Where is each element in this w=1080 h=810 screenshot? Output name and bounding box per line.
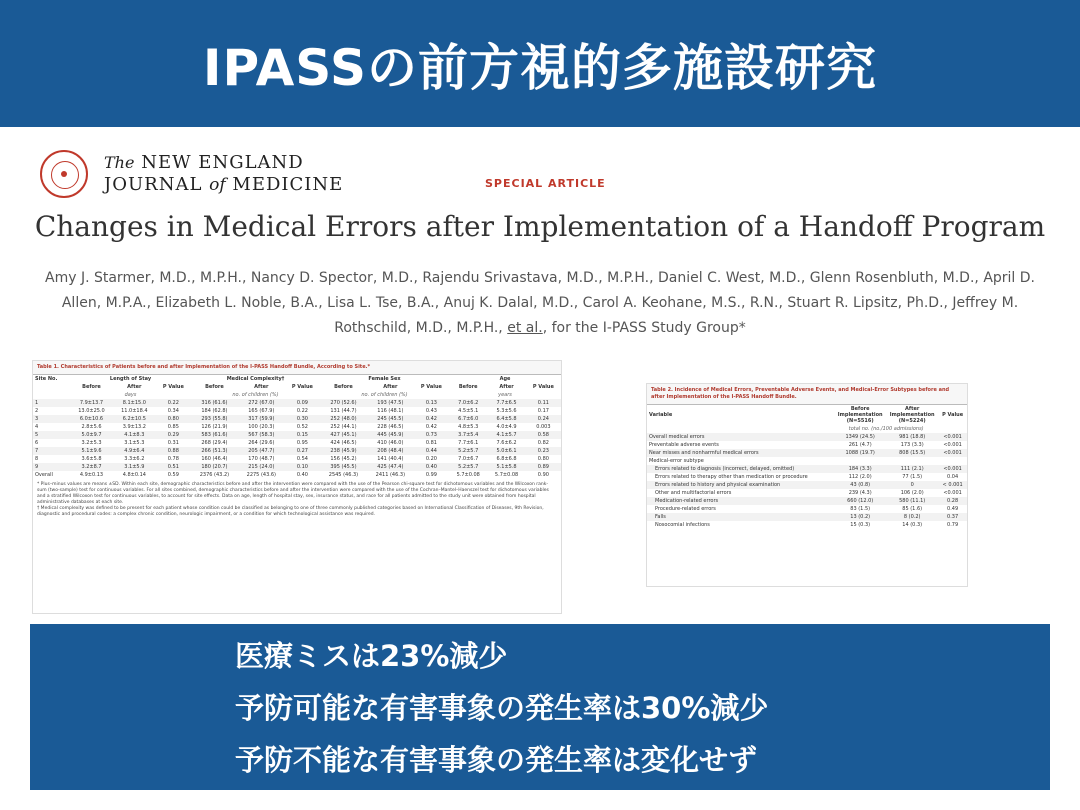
table-cell: 5.2±5.7 bbox=[449, 447, 487, 455]
table-cell: Overall medical errors bbox=[647, 433, 834, 441]
t2-col-before: Before Implementation (N=5516) bbox=[837, 406, 883, 424]
table-cell: 1349 (24.5) bbox=[834, 433, 886, 441]
table-cell: 4.9±6.4 bbox=[113, 447, 156, 455]
table-cell: 0.10 bbox=[285, 463, 320, 471]
table-cell: 445 (45.9) bbox=[367, 431, 414, 439]
table-cell: 5.1±9.6 bbox=[70, 447, 113, 455]
table-cell: 0.79 bbox=[947, 522, 959, 528]
t1-subhead: After bbox=[127, 384, 142, 390]
table-cell: 268 (29.4) bbox=[201, 440, 228, 446]
table-cell: Nosocomial infections bbox=[655, 522, 710, 528]
table-cell: 580 (11.1) bbox=[886, 497, 938, 505]
table-cell: 5.3±5.6 bbox=[496, 408, 517, 414]
point-preventable-events: 予防可能な有害事象の発生率は30%減少 bbox=[235, 691, 769, 725]
table-cell: 7.7±6.1 bbox=[458, 440, 479, 446]
table-cell: 3.1±5.9 bbox=[113, 463, 156, 471]
table-cell: <0.001 bbox=[943, 442, 962, 448]
table-cell: <0.001 bbox=[938, 449, 967, 457]
table-cell: 0 bbox=[886, 481, 938, 489]
table-row bbox=[647, 465, 967, 473]
table-row bbox=[33, 423, 561, 431]
table-cell: 3.2±5.3 bbox=[81, 440, 102, 446]
table-cell: <0.001 bbox=[938, 465, 967, 473]
table-cell: 3.1±5.3 bbox=[124, 440, 145, 446]
table-cell: 0.23 bbox=[526, 447, 561, 455]
t1-group-complexity: Medical Complexity† bbox=[226, 376, 285, 382]
table-cell: 7.6±6.2 bbox=[496, 440, 517, 446]
table-cell: 208 (48.4) bbox=[367, 447, 414, 455]
table-cell: 7.0±6.2 bbox=[449, 399, 487, 407]
table-cell: Overall bbox=[35, 472, 53, 478]
special-article-label: SPECIAL ARTICLE bbox=[485, 177, 606, 190]
table-cell: 6.4±5.8 bbox=[487, 415, 525, 423]
table-cell: 0.95 bbox=[296, 440, 308, 446]
table-cell: 5.0±9.7 bbox=[70, 431, 113, 439]
table-row bbox=[647, 457, 967, 465]
t1-group-los: Length of Stay bbox=[109, 376, 152, 382]
table-cell: 293 (55.8) bbox=[191, 415, 238, 423]
table-cell: 981 (18.8) bbox=[886, 433, 938, 441]
t2-col-variable: Variable bbox=[649, 412, 673, 418]
table-cell: 261 (4.7) bbox=[848, 442, 872, 448]
table-cell: 9 bbox=[33, 463, 70, 471]
t2-units-row bbox=[647, 425, 967, 433]
table-cell: 0.29 bbox=[156, 431, 191, 439]
table-cell bbox=[938, 457, 967, 465]
table-cell: 184 (62.8) bbox=[201, 408, 228, 414]
table-cell: 808 (15.5) bbox=[886, 449, 938, 457]
table-cell: 0.49 bbox=[947, 506, 959, 512]
table-cell: 5.7±0.08 bbox=[456, 472, 480, 478]
table-cell: Falls bbox=[647, 513, 834, 521]
masthead-line1 bbox=[104, 152, 343, 174]
table-cell: 156 (45.2) bbox=[330, 456, 357, 462]
slide-title: IPASSの前方視的多施設研究 bbox=[202, 39, 878, 97]
table-cell: 0.04 bbox=[947, 474, 959, 480]
table-cell: Errors related to diagnosis (incorrect, delayed, omitted) bbox=[647, 465, 834, 473]
table-row bbox=[33, 415, 561, 423]
table-cell: 2.8±5.6 bbox=[81, 424, 102, 430]
table-cell: 8.1±15.0 bbox=[113, 399, 156, 407]
table-cell: 660 (12.0) bbox=[834, 497, 886, 505]
table-cell: Errors related to therapy other than medication or procedure bbox=[655, 474, 808, 480]
table-cell: 6.8±6.8 bbox=[496, 456, 517, 462]
table-cell: 0.37 bbox=[938, 513, 967, 521]
table-cell: 43 (0.8) bbox=[834, 481, 886, 489]
table-cell: 106 (2.0) bbox=[900, 490, 924, 496]
table-cell: 0.30 bbox=[285, 415, 320, 423]
table-cell: 6.7±6.0 bbox=[449, 415, 487, 423]
table-cell: 1088 (19.7) bbox=[834, 449, 886, 457]
table-cell: Procedure-related errors bbox=[655, 506, 716, 512]
table-cell: 425 (47.4) bbox=[367, 463, 414, 471]
t2-units: total no. (no./100 admissions) bbox=[848, 426, 924, 432]
table-cell: Errors related to history and physical examination bbox=[647, 481, 834, 489]
table-cell: 0.88 bbox=[156, 447, 191, 455]
table-cell: 2545 (46.3) bbox=[328, 472, 359, 478]
table-cell: <0.001 bbox=[938, 433, 967, 441]
table-row bbox=[647, 497, 967, 505]
table-cell: 0.43 bbox=[425, 408, 437, 414]
table-cell: 7 bbox=[33, 447, 70, 455]
table-row bbox=[647, 473, 967, 481]
table-cell: 410 (46.0) bbox=[377, 440, 404, 446]
summary-box bbox=[30, 624, 1050, 790]
table-cell: 3 bbox=[33, 415, 70, 423]
table-cell: 4.0±4.9 bbox=[496, 424, 517, 430]
table-cell: 116 (48.1) bbox=[377, 408, 404, 414]
table-cell: 4.8±0.14 bbox=[122, 472, 146, 478]
table-row bbox=[647, 441, 967, 449]
t1-subheads bbox=[33, 383, 561, 391]
table1 bbox=[33, 375, 561, 479]
t1-group-female: Female Sex bbox=[368, 376, 401, 382]
table-cell: 266 (51.3) bbox=[191, 447, 238, 455]
table-cell: 2411 (46.3) bbox=[375, 472, 406, 478]
table-cell: 6.0±10.6 bbox=[70, 415, 113, 423]
table-cell: 3.7±5.4 bbox=[449, 431, 487, 439]
table-cell: 14 (0.3) bbox=[902, 522, 923, 528]
masthead-new-england: NEW ENGLAND bbox=[141, 152, 304, 173]
table-cell: 0.80 bbox=[537, 456, 549, 462]
table-cell: 0.31 bbox=[167, 440, 179, 446]
t2-body bbox=[647, 433, 967, 529]
table-cell: 0.90 bbox=[537, 472, 549, 478]
t1-subhead: P Value bbox=[532, 384, 554, 390]
table-cell: 5 bbox=[33, 431, 70, 439]
table1-image bbox=[32, 360, 562, 614]
table-cell: 4.9±0.13 bbox=[79, 472, 104, 478]
table-cell: Medication-related errors bbox=[647, 497, 834, 505]
table-cell: 0.51 bbox=[156, 463, 191, 471]
table-row bbox=[647, 481, 967, 489]
table-cell: 112 (2.0) bbox=[848, 474, 872, 480]
table-row bbox=[647, 505, 967, 513]
table-cell: 228 (46.5) bbox=[377, 424, 404, 430]
table-cell: 4 bbox=[35, 424, 39, 430]
table-cell: 160 (46.4) bbox=[201, 456, 228, 462]
t1-note2: † Medical complexity was defined to be present for each patient whose condition could be classified as belonging to one of three commonly published categories based on International Classification of Diseases, 9th Revision, diagnostic and procedural codes: a complex chronic condition, neurologic impairment, or a condition for which technological assistance was required. bbox=[37, 506, 544, 517]
table-cell: 245 (45.5) bbox=[367, 415, 414, 423]
table-cell: 8 (0.2) bbox=[886, 513, 938, 521]
t1-subhead: P Value bbox=[162, 384, 184, 390]
table-row bbox=[33, 407, 561, 415]
table-cell: 6 bbox=[35, 440, 39, 446]
table-cell: 141 (40.4) bbox=[377, 456, 404, 462]
table-cell: 15 (0.3) bbox=[850, 522, 871, 528]
table-cell: 252 (44.1) bbox=[330, 424, 357, 430]
table-cell: 427 (45.1) bbox=[320, 431, 367, 439]
t2-col-p: P Value bbox=[942, 412, 964, 418]
table-cell: 0.80 bbox=[156, 415, 191, 423]
t1-unit-years: years bbox=[498, 392, 512, 398]
table1-caption: Table 1. Characteristics of Patients before and after Implementation of the I-PASS Handoff Bundle, According to Site.* bbox=[33, 361, 561, 375]
t1-subhead: Before bbox=[82, 384, 101, 390]
table-cell: 1 bbox=[33, 399, 70, 407]
table-cell: 0.11 bbox=[526, 399, 561, 407]
author-list bbox=[32, 266, 1048, 341]
table-cell: 238 (45.9) bbox=[320, 447, 367, 455]
table-cell: 239 (4.3) bbox=[848, 490, 872, 496]
table-row bbox=[647, 513, 967, 521]
table-cell: 184 (3.3) bbox=[834, 465, 886, 473]
table-row bbox=[33, 447, 561, 455]
table-row bbox=[33, 455, 561, 463]
t1-subhead: Before bbox=[458, 384, 478, 390]
table-cell: 4.1±8.3 bbox=[113, 431, 156, 439]
t1-note1: * Plus–minus values are means ±SD. Within each site, demographic characteristics before and after the intervention were compared with the use of the Pearson chi-square test for dichotomous variables and the Wilcoxon rank-sum (two-sample) test for continuous variables. For all sites combined, demographic characteristics before and after the intervention were compared with the use of the Cochran–Mantel–Haenszel test for dichotomous variables and a stratified Wilcoxon test for continuous variables, to account for site effects. Data on age, length of hospital stay, sex, insurance status, and race for all patients admitted to the study unit were obtained from hospital administrative databases at each site. bbox=[37, 482, 549, 505]
t1-subhead: P Value bbox=[291, 384, 313, 390]
t1-subhead: Before bbox=[334, 384, 353, 390]
table-cell: 0.40 bbox=[296, 472, 308, 478]
authors-group: , for the I-PASS Study Group* bbox=[542, 320, 746, 336]
table-cell: 0.52 bbox=[296, 424, 308, 430]
table-cell: 567 (58.3) bbox=[238, 431, 285, 439]
table-cell: 0.44 bbox=[414, 447, 449, 455]
table-cell: 0.81 bbox=[425, 440, 437, 446]
table-cell: 0.28 bbox=[938, 497, 967, 505]
table-cell: 0.54 bbox=[296, 456, 308, 462]
table-cell: 0.42 bbox=[425, 424, 437, 430]
table-cell: 13 (0.2) bbox=[834, 513, 886, 521]
table-row bbox=[647, 489, 967, 497]
table-cell: 180 (20.7) bbox=[191, 463, 238, 471]
table-cell: 7.0±6.7 bbox=[458, 456, 479, 462]
table-row bbox=[33, 399, 561, 407]
t1-unit-children2: no. of children (%) bbox=[361, 392, 408, 398]
t1-subhead: After bbox=[254, 384, 269, 390]
table-cell: 270 (52.6) bbox=[320, 399, 367, 407]
t1-unit-days: days bbox=[124, 392, 137, 398]
table-cell: 0.09 bbox=[285, 399, 320, 407]
table-cell: 0.89 bbox=[526, 463, 561, 471]
table-cell: 0.34 bbox=[167, 408, 179, 414]
table-cell: 0.85 bbox=[167, 424, 179, 430]
table-cell: 0.22 bbox=[296, 408, 308, 414]
table-cell: 0.78 bbox=[167, 456, 179, 462]
et-al-link[interactable]: et al. bbox=[507, 320, 543, 336]
table-cell: 126 (21.9) bbox=[201, 424, 228, 430]
table-cell: 111 (2.1) bbox=[886, 465, 938, 473]
title-banner bbox=[0, 0, 1080, 127]
t1-group-age: Age bbox=[499, 376, 511, 382]
table-cell: 83 (1.5) bbox=[850, 506, 871, 512]
table-cell: 0.27 bbox=[285, 447, 320, 455]
table-cell: 395 (45.5) bbox=[320, 463, 367, 471]
table-row bbox=[33, 439, 561, 447]
table-cell: 7.9±13.7 bbox=[70, 399, 113, 407]
table-cell: 4.5±5.1 bbox=[458, 408, 479, 414]
table-cell: 8 bbox=[35, 456, 39, 462]
table-cell: 11.0±18.4 bbox=[121, 408, 148, 414]
table-cell: 5.0±6.1 bbox=[487, 447, 525, 455]
table-cell: 316 (61.6) bbox=[191, 399, 238, 407]
t1-subhead: P Value bbox=[420, 384, 442, 390]
table-cell: 0.13 bbox=[414, 399, 449, 407]
t1-unit-children: no. of children (%) bbox=[232, 392, 279, 398]
masthead-medicine: MEDICINE bbox=[232, 174, 344, 195]
masthead-line2 bbox=[104, 174, 343, 196]
table-row bbox=[647, 521, 967, 529]
table-cell: 3.9±13.2 bbox=[122, 424, 146, 430]
table-cell: 0.17 bbox=[537, 408, 549, 414]
seal-center bbox=[61, 171, 67, 177]
table-cell: 4.1±5.7 bbox=[487, 431, 525, 439]
table-cell: 173 (3.3) bbox=[900, 442, 924, 448]
table-cell: 215 (24.0) bbox=[238, 463, 285, 471]
table-cell: 0.59 bbox=[167, 472, 179, 478]
table-cell: Preventable adverse events bbox=[649, 442, 719, 448]
table-cell: 0.20 bbox=[425, 456, 437, 462]
table-cell: 3.3±6.2 bbox=[124, 456, 145, 462]
t1-subhead: After bbox=[499, 384, 514, 390]
masthead-journal: JOURNAL bbox=[104, 174, 203, 195]
table-cell: 170 (48.7) bbox=[248, 456, 275, 462]
t1-body bbox=[33, 399, 561, 479]
table-cell: 77 (1.5) bbox=[902, 474, 923, 480]
table-cell: 100 (20.3) bbox=[248, 424, 275, 430]
table-cell: <0.001 bbox=[943, 490, 962, 496]
t2-col-after: After Implementation (N=5224) bbox=[889, 406, 935, 424]
table-cell: 272 (67.0) bbox=[238, 399, 285, 407]
table2 bbox=[647, 405, 967, 529]
table-cell: 3.2±8.7 bbox=[70, 463, 113, 471]
table-cell: 0.82 bbox=[537, 440, 549, 446]
table-cell: 0.73 bbox=[414, 431, 449, 439]
table-cell: 2275 (43.6) bbox=[246, 472, 276, 478]
table-cell: 7.7±6.5 bbox=[487, 399, 525, 407]
table-cell: 0.15 bbox=[285, 431, 320, 439]
table-cell: 317 (59.9) bbox=[238, 415, 285, 423]
table-cell: 5.1±5.8 bbox=[487, 463, 525, 471]
table-row bbox=[33, 431, 561, 439]
table-cell: 424 (46.5) bbox=[330, 440, 357, 446]
table-cell: 264 (29.6) bbox=[248, 440, 275, 446]
table2-caption: Table 2. Incidence of Medical Errors, Preventable Adverse Events, and Medical-Error Subtypes before and after Implementation of the I-PASS Handoff Bundle. bbox=[647, 384, 967, 405]
t1-subhead: Before bbox=[205, 384, 224, 390]
table-row bbox=[647, 449, 967, 457]
table-cell: 165 (67.9) bbox=[248, 408, 275, 414]
table-cell: 2 bbox=[35, 408, 39, 414]
table-cell: 0.22 bbox=[156, 399, 191, 407]
table-cell: 131 (44.7) bbox=[330, 408, 357, 414]
table-cell: Other and multifactorial errors bbox=[655, 490, 732, 496]
point-medical-errors: 医療ミスは23%減少 bbox=[235, 639, 508, 673]
table2-image bbox=[646, 383, 968, 587]
table-cell: 5.2±5.7 bbox=[449, 463, 487, 471]
table-cell: 13.0±25.0 bbox=[78, 408, 105, 414]
point-nonpreventable-events: 予防不能な有害事象の発生率は変化せず bbox=[235, 743, 758, 777]
masthead-of: of bbox=[209, 175, 226, 195]
table-cell: 3.6±5.8 bbox=[81, 456, 102, 462]
table-cell: 0.42 bbox=[414, 415, 449, 423]
table-cell: 0.24 bbox=[526, 415, 561, 423]
authors-main: Amy J. Starmer, M.D., M.P.H., Nancy D. Spector, M.D., Rajendu Srivastava, M.D., M.P.H., Daniel C. West, M.D., Glenn Rosenbluth, M.D., April D. Allen, M.P.A., Elizabeth L. Noble, B.A., Lisa L. Tse, B.A., Anuj K. Dalal, M.D., Carol A. Keohane, M.S., R.N., Stuart R. Lipsitz, Ph.D., Jeffrey M. Rothschild, M.D., M.P.H., bbox=[45, 270, 1035, 336]
table-cell: 0.99 bbox=[425, 472, 437, 478]
table-cell: < 0.001 bbox=[938, 481, 967, 489]
table1-notes bbox=[33, 479, 561, 521]
nejm-seal-icon bbox=[40, 150, 88, 198]
table-cell: 85 (1.6) bbox=[902, 506, 923, 512]
table-cell: Near misses and nonharmful medical errors bbox=[647, 449, 834, 457]
table-cell: 205 (47.7) bbox=[238, 447, 285, 455]
table-cell: 193 (47.5) bbox=[367, 399, 414, 407]
table-cell bbox=[834, 457, 886, 465]
table-row bbox=[33, 463, 561, 471]
table-cell: 583 (61.6) bbox=[191, 431, 238, 439]
table-cell: 2376 (43.2) bbox=[199, 472, 230, 478]
table-cell: 4.8±5.3 bbox=[458, 424, 479, 430]
table-cell bbox=[886, 457, 938, 465]
table-cell: 5.7±0.08 bbox=[494, 472, 519, 478]
table-row bbox=[33, 471, 561, 479]
t1-subhead: After bbox=[383, 384, 398, 390]
masthead-the: The bbox=[104, 153, 135, 172]
table-cell: Medical-error subtype bbox=[649, 458, 704, 464]
journal-masthead bbox=[104, 152, 343, 196]
table-cell: 252 (48.0) bbox=[320, 415, 367, 423]
t1-group-site: Site No. bbox=[35, 376, 58, 382]
article-title: Changes in Medical Errors after Implementation of a Handoff Program bbox=[34, 210, 1046, 243]
table-row bbox=[647, 433, 967, 441]
t1-units bbox=[33, 391, 561, 399]
table-cell: 0.58 bbox=[526, 431, 561, 439]
table-cell: 6.2±10.5 bbox=[113, 415, 156, 423]
table-cell: 0.40 bbox=[414, 463, 449, 471]
table-cell: 0.003 bbox=[536, 424, 551, 430]
